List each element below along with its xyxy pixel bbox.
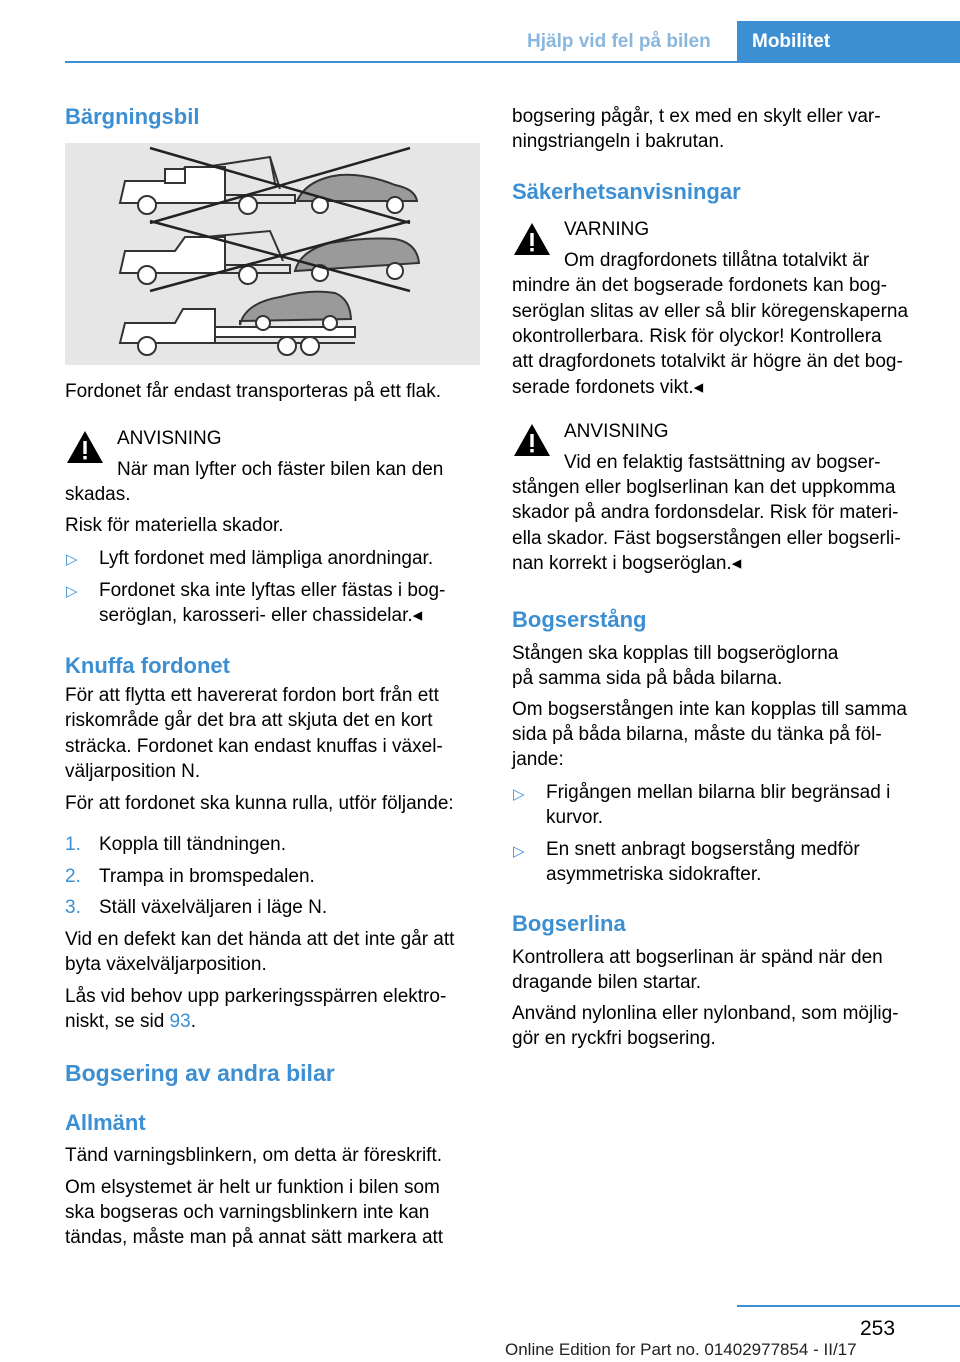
warning-text-line: skadas. — [65, 484, 131, 505]
warning-text-line: nan korrekt i bogseröglan.◂ — [512, 553, 742, 574]
list-item: Fordonet ska inte lyftas eller fästas i bog- — [99, 580, 446, 601]
warning-text-line: seröglan slitas av eller så blir köregenskaperna — [512, 301, 909, 322]
paragraph-line: Om elsystemet är helt ur funktion i bilen som — [65, 1177, 440, 1198]
paragraph-line: jande: — [512, 749, 564, 770]
header-rule — [65, 61, 960, 63]
list-item-cont: kurvor. — [546, 807, 604, 828]
warning-text-line: att dragfordonets totalvikt är högre än det bog- — [512, 351, 903, 372]
paragraph-line: gör en ryckfri bogsering. — [512, 1028, 716, 1049]
paragraph-line: sträcka. Fordonet kan endast knuffas i växel- — [65, 736, 443, 757]
running-header-tab-label: Mobilitet — [752, 31, 831, 52]
warning-text-line: mindre än det bogserade fordonets kan bog- — [512, 275, 887, 296]
heading-bargningsbil: Bärgningsbil — [65, 104, 200, 129]
paragraph-line — [65, 1009, 196, 1035]
footer-rule — [737, 1305, 960, 1307]
warning-triangle-icon — [512, 422, 552, 458]
paragraph-line: väljarposition N. — [65, 761, 201, 782]
list-item: Frigången mellan bilarna blir begränsad i — [546, 782, 891, 803]
warning-text-line: Om dragfordonets tillåtna totalvikt är — [564, 250, 870, 271]
paragraph-line: Kontrollera att bogserlinan är spänd när den — [512, 947, 883, 968]
bullet-triangle-icon: ▷ — [513, 786, 525, 803]
text: . — [190, 1011, 196, 1032]
paragraph-line: Lås vid behov upp parkeringsspärren elektro- — [65, 986, 447, 1007]
warning-triangle-icon — [65, 429, 105, 465]
list-item-cont: asymmetriska sidokrafter. — [546, 864, 762, 885]
warning-text-line: skador på andra fordonsdelar. Risk för materi- — [512, 502, 899, 523]
heading-bogsering: Bogsering av andra bilar — [65, 1060, 335, 1086]
bullet-triangle-icon: ▷ — [66, 551, 78, 568]
warning-text-line: serade fordonets vikt.◂ — [512, 377, 704, 398]
paragraph-line: bogsering pågår, t ex med en skylt eller var- — [512, 106, 881, 127]
step-number: 3. — [65, 897, 81, 918]
heading-bogserstang: Bogserstång — [512, 607, 647, 632]
tow-truck-diagram-icon — [65, 143, 480, 365]
bullet-triangle-icon: ▷ — [66, 583, 78, 600]
paragraph-line: på samma sida på båda bilarna. — [512, 668, 783, 689]
warning-text-line: Vid en felaktig fastsättning av bogser- — [564, 452, 881, 473]
paragraph-line: ningstriangeln i bakrutan. — [512, 131, 725, 152]
list-item-cont: seröglan, karosseri- eller chassidelar.◂ — [99, 605, 423, 626]
risk-text: Risk för materiella skador. — [65, 515, 284, 536]
text: niskt, se sid — [65, 1011, 170, 1032]
warning-triangle-icon — [512, 221, 552, 257]
tow-truck-illustration — [65, 143, 480, 365]
page-number: 253 — [860, 1317, 896, 1340]
figure-caption: Fordonet får endast transporteras på ett flak. — [65, 381, 441, 402]
paragraph-line: Om bogserstången inte kan kopplas till samma — [512, 699, 907, 720]
paragraph-line: tändas, måste man på annat sätt markera att — [65, 1227, 444, 1248]
step-text: Ställ växelväljaren i läge N. — [99, 897, 328, 918]
paragraph-line: Vid en defekt kan det hända att det inte går att — [65, 929, 455, 950]
warning-title: ANVISNING — [117, 428, 222, 449]
paragraph-line: För att flytta ett havererat fordon bort från ett — [65, 685, 439, 706]
paragraph-line: sida på båda bilarna, måste du tänka på föl- — [512, 724, 882, 745]
list-item: Lyft fordonet med lämpliga anordningar. — [99, 548, 434, 569]
heading-bogserlina: Bogserlina — [512, 911, 626, 936]
warning-text-line: ella skador. Fäst bogserstången eller bogserli- — [512, 528, 901, 549]
step-text: Koppla till tändningen. — [99, 834, 286, 855]
heading-knuffa: Knuffa fordonet — [65, 653, 230, 678]
list-item: En snett anbragt bogserstång medför — [546, 839, 860, 860]
heading-sakerhet: Säkerhetsanvisningar — [512, 179, 741, 204]
paragraph-line: Stången ska kopplas till bogseröglorna — [512, 643, 839, 664]
paragraph-line: riskområde går det bra att skjuta det en kort — [65, 710, 433, 731]
warning-text-line: stången eller boglserlinan kan det uppkomma — [512, 477, 896, 498]
paragraph-line: byta växelväljarposition. — [65, 954, 267, 975]
warning-title: ANVISNING — [564, 421, 669, 442]
paragraph-line: ska bogseras och varningsblinkern inte kan — [65, 1202, 430, 1223]
page-link[interactable]: 93 — [169, 1011, 191, 1032]
warning-text-line: okontrollerbara. Risk för olyckor! Kontrollera — [512, 326, 882, 347]
step-text: Trampa in bromspedalen. — [99, 866, 315, 887]
step-number: 2. — [65, 866, 81, 887]
running-header-section: Hjälp vid fel på bilen — [527, 31, 711, 52]
warning-title: VARNING — [564, 219, 650, 240]
edition-text: Online Edition for Part no. 01402977854 - II/17 — [505, 1340, 857, 1359]
warning-text-line: När man lyfter och fäster bilen kan den — [117, 459, 444, 480]
paragraph-line: För att fordonet ska kunna rulla, utför följande: — [65, 793, 454, 814]
paragraph-line: Använd nylonlina eller nylonband, som möjlig- — [512, 1003, 899, 1024]
paragraph-line: dragande bilen startar. — [512, 972, 702, 993]
step-number: 1. — [65, 834, 81, 855]
paragraph-line: Tänd varningsblinkern, om detta är föreskrift. — [65, 1145, 443, 1166]
bullet-triangle-icon: ▷ — [513, 843, 525, 860]
heading-allmant: Allmänt — [65, 1110, 146, 1135]
